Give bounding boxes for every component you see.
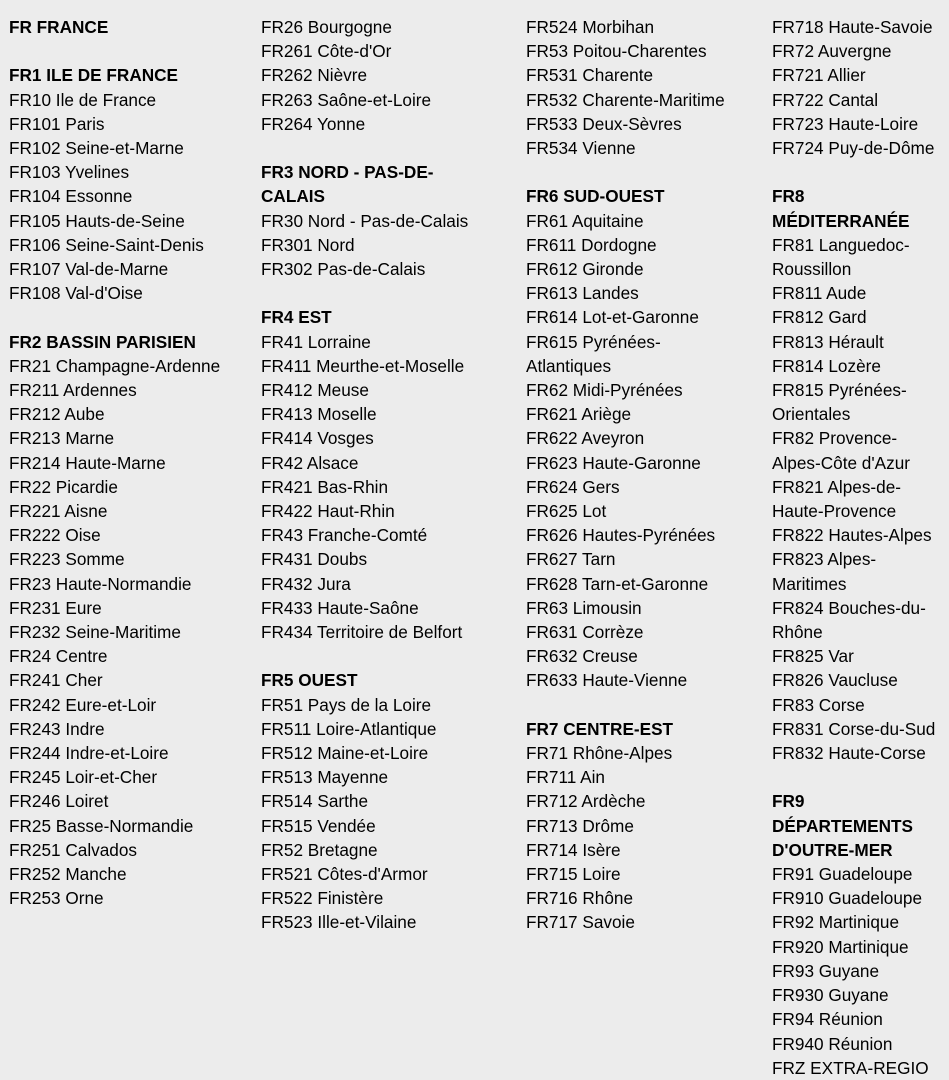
section-spacer [526, 160, 764, 184]
region-heading: MÉDITERRANÉE [772, 210, 910, 231]
region-entry: FR613 Landes [526, 283, 639, 304]
region-entry: FR621 Ariège [526, 404, 632, 425]
region-entry: FR930 Guyane [772, 985, 889, 1006]
region-entry: FR615 Pyrénées- [526, 331, 661, 352]
region-entry: FR713 Drôme [526, 815, 634, 836]
region-heading: FR8 [772, 186, 805, 207]
region-entry: FR723 Haute-Loire [772, 113, 919, 134]
region-heading: FR2 BASSIN PARISIEN [9, 331, 196, 352]
region-entry: FR718 Haute-Savoie [772, 17, 933, 37]
region-entry: FR717 Savoie [526, 912, 635, 933]
region-entry: FR812 Gard [772, 307, 867, 328]
region-entry: FR513 Mayenne [261, 767, 389, 788]
region-entry: FR431 Doubs [261, 549, 368, 570]
region-entry: FR512 Maine-et-Loire [261, 743, 429, 764]
region-entry: FR222 Oise [9, 525, 101, 546]
region-entry: FR251 Calvados [9, 839, 138, 860]
region-entry: FRZ EXTRA-REGIO [772, 1057, 929, 1078]
region-entry: FR910 Guadeloupe [772, 888, 923, 909]
region-entry: FR93 Guyane [772, 960, 880, 981]
region-entry: FR26 Bourgogne [261, 17, 392, 37]
region-entry: FR214 Haute-Marne [9, 452, 166, 473]
region-entry: Roussillon [772, 259, 852, 280]
region-entry: FR30 Nord - Pas-de-Calais [261, 210, 469, 231]
region-entry: FR104 Essonne [9, 186, 133, 207]
region-entry: FR533 Deux-Sèvres [526, 113, 682, 134]
region-entry: FR41 Lorraine [261, 331, 371, 352]
region-entry: Maritimes [772, 573, 847, 594]
region-entry: FR521 Côtes-d'Armor [261, 864, 428, 885]
region-entry: FR632 Creuse [526, 646, 638, 667]
region-entry: Rhône [772, 622, 823, 643]
region-entry: FR534 Vienne [526, 138, 636, 159]
section-spacer [261, 644, 516, 668]
region-entry: FR624 Gers [526, 476, 620, 497]
region-entry: FR815 Pyrénées- [772, 380, 907, 401]
section-spacer [9, 305, 249, 329]
region-entry: FR831 Corse-du-Sud [772, 718, 936, 739]
region-entry: FR432 Jura [261, 573, 351, 594]
region-entry: FR628 Tarn-et-Garonne [526, 573, 709, 594]
region-entry: FR81 Languedoc- [772, 234, 910, 255]
region-entry: FR622 Aveyron [526, 428, 645, 449]
region-heading: FR FRANCE [9, 17, 109, 37]
region-heading: FR5 OUEST [261, 670, 358, 691]
region-entry: FR715 Loire [526, 864, 621, 885]
region-entry: FR614 Lot-et-Garonne [526, 307, 699, 328]
region-entry: FR523 Ille-et-Vilaine [261, 912, 417, 933]
region-entry: FR301 Nord [261, 234, 355, 255]
column-4 [772, 15, 946, 1080]
region-entry: FR108 Val-d'Oise [9, 283, 143, 304]
region-entry: FR514 Sarthe [261, 791, 369, 812]
region-entry: FR105 Hauts-de-Seine [9, 210, 185, 231]
region-entry: FR532 Charente-Maritime [526, 89, 725, 110]
region-entry: FR63 Limousin [526, 597, 642, 618]
region-entry: FR515 Vendée [261, 815, 376, 836]
region-entry: FR102 Seine-et-Marne [9, 138, 184, 158]
region-entry: FR413 Moselle [261, 404, 377, 425]
region-entry: Alpes-Côte d'Azur [772, 452, 910, 473]
region-entry: FR633 Haute-Vienne [526, 670, 688, 691]
region-entry: FR24 Centre [9, 646, 108, 667]
section-spacer [772, 160, 946, 184]
region-entry: FR824 Bouches-du- [772, 597, 926, 618]
region-entry: FR721 Allier [772, 65, 866, 86]
region-entry: FR722 Cantal [772, 89, 879, 110]
region-entry: FR71 Rhône-Alpes [526, 743, 673, 764]
region-entry: FR940 Réunion [772, 1033, 893, 1054]
region-entry: FR411 Meurthe-et-Moselle [261, 355, 465, 376]
region-entry: FR531 Charente [526, 65, 654, 86]
region-entry: FR832 Haute-Corse [772, 743, 926, 764]
region-entry: FR822 Hautes-Alpes [772, 525, 932, 546]
region-entry: FR623 Haute-Garonne [526, 452, 701, 473]
region-entry: FR244 Indre-et-Loire [9, 743, 169, 764]
column-2 [261, 15, 516, 935]
region-entry: FR627 Tarn [526, 549, 616, 570]
region-entry: FR264 Yonne [261, 113, 366, 134]
region-entry: FR434 Territoire de Belfort [261, 622, 463, 643]
region-entry: FR246 Loiret [9, 791, 109, 812]
region-entry: FR716 Rhône [526, 888, 634, 909]
region-entry: Atlantiques [526, 355, 612, 376]
section-spacer [261, 281, 516, 305]
region-entry: FR232 Seine-Maritime [9, 622, 181, 643]
region-heading: FR4 EST [261, 307, 332, 328]
region-entry: FR83 Corse [772, 694, 865, 715]
region-entry: FR811 Aude [772, 283, 867, 304]
region-entry: FR626 Hautes-Pyrénées [526, 525, 716, 546]
region-entry: FR524 Morbihan [526, 17, 655, 37]
region-heading: DÉPARTEMENTS [772, 815, 914, 836]
region-entry: FR241 Cher [9, 670, 103, 691]
region-entry: FR826 Vaucluse [772, 670, 898, 691]
region-entry: FR72 Auvergne [772, 41, 892, 62]
region-entry: FR231 Eure [9, 597, 102, 618]
region-entry: FR51 Pays de la Loire [261, 694, 432, 715]
region-entry: FR302 Pas-de-Calais [261, 259, 426, 280]
region-entry: FR82 Provence- [772, 428, 898, 449]
region-entry: FR92 Martinique [772, 912, 900, 933]
section-spacer [261, 136, 516, 160]
region-entry: FR243 Indre [9, 718, 105, 739]
region-entry: FR821 Alpes-de- [772, 476, 901, 497]
region-entry: FR920 Martinique [772, 936, 909, 957]
column-3 [526, 15, 764, 935]
region-entry: FR825 Var [772, 646, 854, 667]
region-entry: FR223 Somme [9, 549, 125, 570]
region-entry: FR61 Aquitaine [526, 210, 644, 231]
region-entry: FR414 Vosges [261, 428, 374, 449]
region-entry: FR813 Hérault [772, 331, 884, 352]
region-entry: FR611 Dordogne [526, 234, 657, 255]
region-entry: FR25 Basse-Normandie [9, 815, 194, 836]
region-entry: FR22 Picardie [9, 476, 118, 497]
region-entry: FR221 Aisne [9, 501, 108, 522]
section-spacer [772, 765, 946, 789]
region-entry: FR433 Haute-Saône [261, 597, 419, 618]
region-entry: FR263 Saône-et-Loire [261, 89, 432, 110]
section-spacer [9, 39, 249, 63]
region-entry: FR511 Loire-Atlantique [261, 718, 437, 739]
region-entry: FR42 Alsace [261, 452, 359, 473]
region-entry: FR814 Lozère [772, 355, 881, 376]
region-entry: FR101 Paris [9, 113, 105, 134]
region-entry: FR823 Alpes- [772, 549, 877, 570]
region-entry: FR212 Aube [9, 404, 105, 425]
region-entry: FR53 Poitou-Charentes [526, 41, 707, 62]
region-entry: FR43 Franche-Comté [261, 525, 428, 546]
region-entry: FR62 Midi-Pyrénées [526, 380, 683, 401]
region-entry: FR52 Bretagne [261, 839, 378, 860]
region-heading: FR6 SUD-OUEST [526, 186, 665, 207]
region-entry: FR261 Côte-d'Or [261, 41, 392, 62]
region-entry: Orientales [772, 404, 851, 425]
region-entry: FR94 Réunion [772, 1009, 883, 1030]
region-entry: FR10 Ile de France [9, 89, 157, 110]
region-entry: FR422 Haut-Rhin [261, 501, 395, 522]
region-entry: FR242 Eure-et-Loir [9, 694, 157, 715]
region-heading: CALAIS [261, 186, 325, 207]
region-entry: FR213 Marne [9, 428, 115, 449]
region-entry: FR625 Lot [526, 501, 607, 522]
region-entry: FR262 Nièvre [261, 65, 368, 86]
region-entry: FR724 Puy-de-Dôme [772, 138, 935, 159]
region-heading: FR1 ILE DE FRANCE [9, 65, 179, 86]
column-1 [9, 15, 249, 910]
region-entry: FR103 Yvelines [9, 162, 130, 183]
region-entry: FR612 Gironde [526, 259, 644, 280]
region-entry: FR711 Ain [526, 767, 605, 788]
section-spacer [526, 693, 764, 717]
region-entry: FR421 Bas-Rhin [261, 476, 389, 497]
region-entry: FR412 Meuse [261, 380, 369, 401]
region-entry: FR712 Ardèche [526, 791, 646, 812]
region-entry: FR252 Manche [9, 864, 127, 885]
region-entry: FR21 Champagne-Ardenne [9, 355, 221, 376]
region-entry: FR91 Guadeloupe [772, 864, 913, 885]
region-entry: FR253 Orne [9, 888, 104, 909]
region-entry: FR631 Corrèze [526, 622, 644, 643]
region-entry: FR714 Isère [526, 839, 621, 860]
region-entry: Haute-Provence [772, 501, 897, 522]
region-entry: FR211 Ardennes [9, 380, 137, 401]
region-entry: FR23 Haute-Normandie [9, 573, 192, 594]
region-entry: FR107 Val-de-Marne [9, 259, 169, 280]
region-heading: FR9 [772, 791, 805, 812]
region-heading: FR7 CENTRE-EST [526, 718, 674, 739]
region-heading: FR3 NORD - PAS-DE- [261, 162, 434, 183]
region-heading: D'OUTRE-MER [772, 839, 893, 860]
region-entry: FR522 Finistère [261, 888, 384, 909]
region-entry: FR106 Seine-Saint-Denis [9, 234, 204, 255]
region-entry: FR245 Loir-et-Cher [9, 767, 158, 788]
